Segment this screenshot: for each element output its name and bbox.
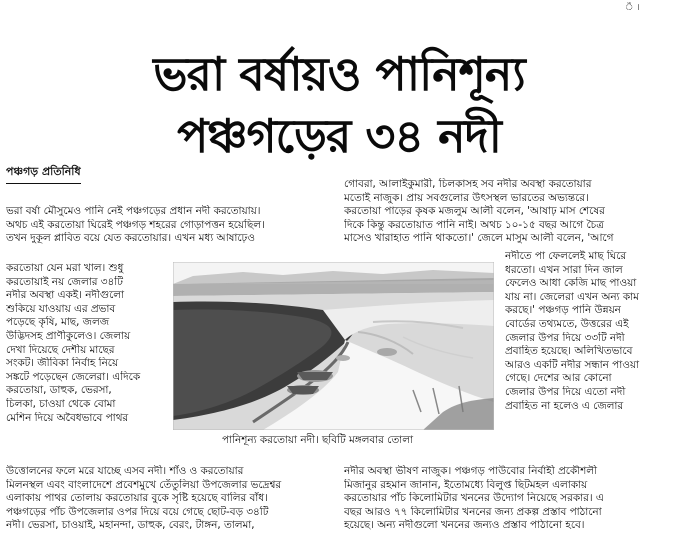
text-line: পড়েছে কৃষি, মাছ, জলজ [6,316,110,329]
page-edge-mark: ঁ । [625,3,640,13]
right-column-bottom [344,465,670,533]
text-line: শুকিয়ে যাওয়ায় এর প্রভাব [6,302,116,315]
text-line: ধরতো। এখন সারা দিন জাল [505,263,623,276]
text-line: দিকে কিন্তু করতোয়াত পানি নাই। অথচ ১০-১৫ বছর আগে চৈত্র [344,218,604,231]
text-line: নদী। ভেরসা, চাওয়াই, মহানন্দা, ডাহুক, বেরং, টাঙ্গন, তালমা, [6,519,255,532]
text-line: নদীর অবস্থা একই। নদীগুলো [6,289,125,302]
text-line: করতোয়া, ডাহুক, ভেরসা, [6,384,112,397]
text-line: ভরা বর্ষা মৌসুমেও পানি নেই পঞ্চগড়ের প্রধান নদী করতোয়ায়। [6,205,261,217]
text-line: পঞ্চগড়ের পাঁচ উপজেলার ওপর দিয়ে বয়ে গেছে ছোট-বড় ৩৪টি [6,505,269,518]
right-column-wrap [505,250,670,413]
text-line: করতোয়াই নয় জেলার ৩৪টি [6,275,123,288]
photo-caption: পানিশূন্য করতোয়া নদী। ছবিটি মঙ্গলবার তোলা [222,434,413,446]
text-line: করতোয়া যেন মরা খাল। শুধু [6,262,124,274]
text-line: মিজানুর রহমান জানান, ইতোমধ্যে বিলুপ্ত ছিটমহল এলাকায় [344,478,588,491]
text-line: জেলার উপর দিয়ে এতো নদী [505,385,626,398]
text-line: এলাকায় পাথর তোলায় করতোয়ার বুকে সৃষ্টি হয়েছে বালির বাঁধ। [6,492,268,505]
byline: পঞ্চগড় প্রতিনিধি [6,163,81,184]
text-line: আরও একটি নদীর সন্ধান পাওয়া [505,358,640,371]
text-line: জেলার উপর দিয়ে ৩৩টি নদী [505,331,625,344]
text-line: মতোই নাজুক। প্রায় সবগুলোর উৎসস্থল ভারতের অভ্যন্তরে। [344,191,589,204]
text-line: উত্তোলনের ফলে মরে যাচ্ছে এসব নদী। শাঁও ও করতোয়ার [6,465,244,477]
left-column-bottom [6,465,328,533]
text-line: মাসেও খারাহাত পানি থাকতো।' জেলে মাসুম আলী বলেন, 'আগে [344,232,614,245]
text-line: করতোয়া পাড়ের কৃষক মজলুম আলী বলেন, 'আষাঢ় মাস শেষের [344,205,605,218]
text-line: গেছে। দেশের আর কোনো [505,372,612,385]
text-line: করছে।' পঞ্চগড় পানি উন্নয়ন [505,304,621,317]
text-line: হয়েছে। অন্য নদীগুলো খননের জন্যও প্রস্তাব পাঠানো হবে। [344,519,585,532]
right-column-top [344,178,670,246]
text-line: ফেলেও আধা কেজি মাছ পাওয়া [505,277,637,290]
text-line: প্রবাহিত হয়েছে। অলিখিতভাবে [505,345,633,358]
text-line: গোবরা, আলাইকুমারী, চিলকাসহ সব নদীর অবস্থা করতোয়ার [344,178,592,190]
text-line: নদীতে পা ফেললেই মাছ ঘিরে [505,250,627,262]
text-line: উদ্ভিদসহ প্রাণীকুলেও। জেলায় [6,329,131,342]
headline-line-2: পঞ্চগড়ের ৩৪ নদী [177,109,501,163]
text-line: নদীর অবস্থা ভীষণ নাজুক। পঞ্চগড় পাউবোর নির্বাহী প্রকৌশলী [344,465,598,477]
text-line: দেখা দিয়েছে দেশীয় মাছের [6,343,115,356]
river-photo [173,262,494,430]
headline-line-1: ভরা বর্ষায়ও পানিশূন্য [153,47,525,101]
text-line: চিলকা, চাওয়া থেকে বোমা [6,397,116,410]
text-line: যায় না। জেলেরা এখন অন্য কাম [505,290,639,303]
text-line: তখন দুকূল প্লাবিত বয়ে যেত করতোয়ার। এখন মধ্য আষাঢ়েও [6,232,255,245]
text-line: করতোয়ার পাঁচ কিলোমিটার খননের উদ্যোগ নিয়েছে সরকার। এ [344,492,604,505]
text-line: বোর্ডের তথ্যমতে, উত্তরের এই [505,317,629,330]
text-line: বছর আরও ৭৭ কিলোমিটার খননের জন্য প্রকল্প প্রস্তাব পাঠানো [344,505,602,518]
text-line: অথচ এই করতোয়া ঘিরেই পঞ্চগড় শহরের গোড়াপত্তন হয়েছিল। [6,218,265,231]
text-line: মিলনস্থল এবং বাংলাদেশে প্রবেশমুখে তেঁতুলিয়া উপজেলার ভদ্রেশ্বর [6,478,282,491]
text-line: সঙ্কটে পড়েছেন জেলেরা। এদিকে [6,370,141,383]
text-line: প্রবাহিত না হলেও এ জেলার [505,399,624,412]
left-column-top [6,205,328,246]
text-line: মেশিন দিয়ে অবৈধভাবে পাথর [6,411,129,424]
text-line: সংকট। জীবিকা নির্বাহ নিয়ে [6,357,119,370]
left-column-wrap [6,262,170,425]
